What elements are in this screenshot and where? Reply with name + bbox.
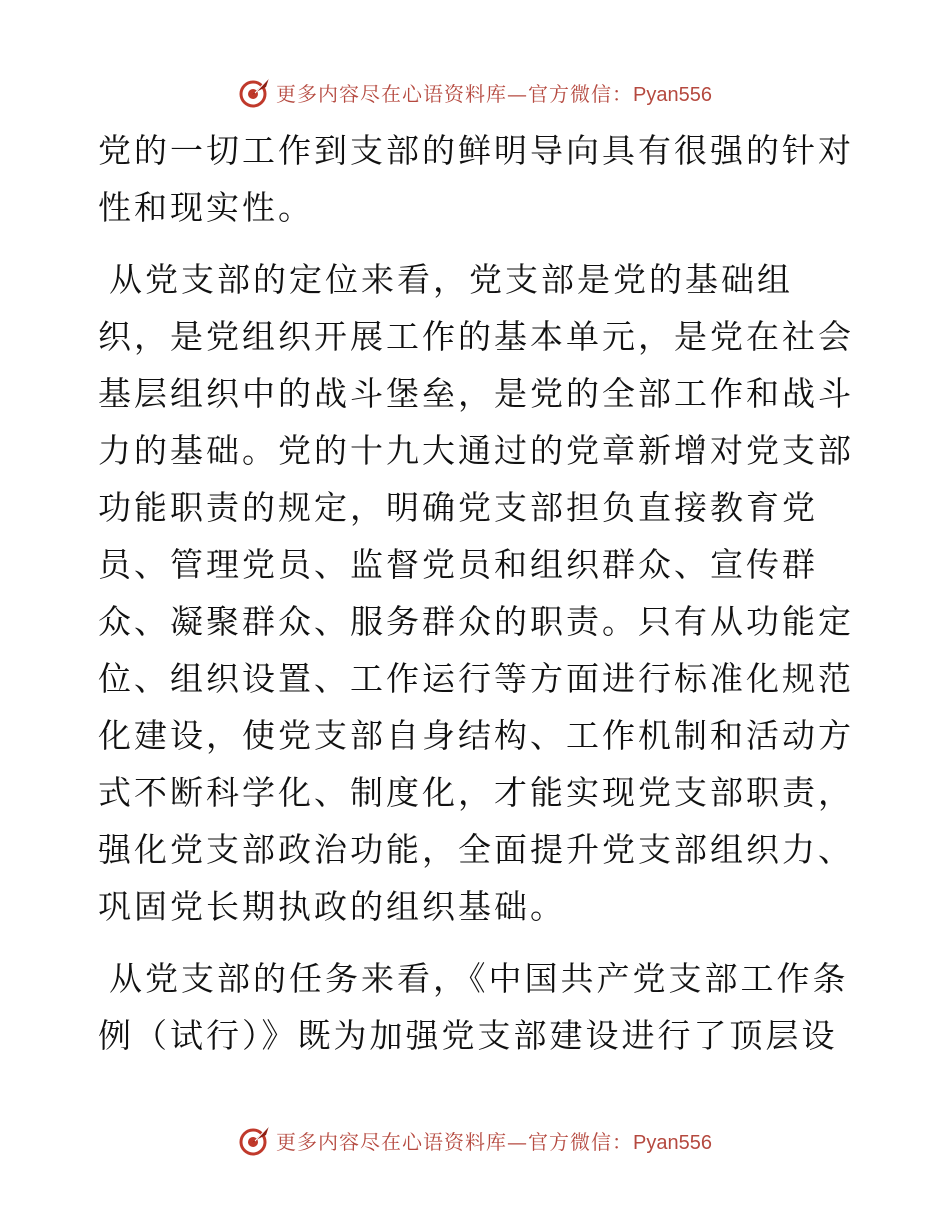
footer-watermark — [0, 1118, 950, 1162]
document-body — [98, 122, 858, 1064]
watermark-handle: Pyan556 — [633, 83, 712, 106]
watermark-handle: Pyan556 — [633, 1131, 712, 1154]
watermark-text: 更多内容尽在心语资料库—官方微信：Pyan556 — [276, 1129, 712, 1154]
quill-logo-icon — [238, 1123, 272, 1157]
header-watermark — [0, 70, 950, 114]
watermark-text: 更多内容尽在心语资料库—官方微信：Pyan556 — [276, 81, 712, 106]
paragraph-3: 从党支部的任务来看，《中国共产党支部工作条例（试行）》既为加强党支部建设进行了顶层设 — [98, 959, 849, 1055]
quill-logo-icon — [238, 75, 272, 109]
paragraph-1: 党的一切工作到支部的鲜明导向具有很强的针对性和现实性。 — [98, 131, 854, 227]
paragraph-2: 从党支部的定位来看，党支部是党的基础组织，是党组织开展工作的基本单元，是党在社会基层组织中的战斗堡垒，是党的全部工作和战斗力的基础。党的十九大通过的党章新增对党支部功能职责的规定，明确党支部担负直接教育党员、管理党员、监督党员和组织群众、宣传群众、凝聚群众、服务群众的职责。只有从功能定位、组织设置、工作运行等方面进行标准化规范化建设，使党支部自身结构、工作机制和活动方式不断科学化、制度化，才能实现党支部职责，强化党支部政治功能，全面提升党支部组织力、巩固党长期执政的组织基础。 — [98, 260, 854, 926]
